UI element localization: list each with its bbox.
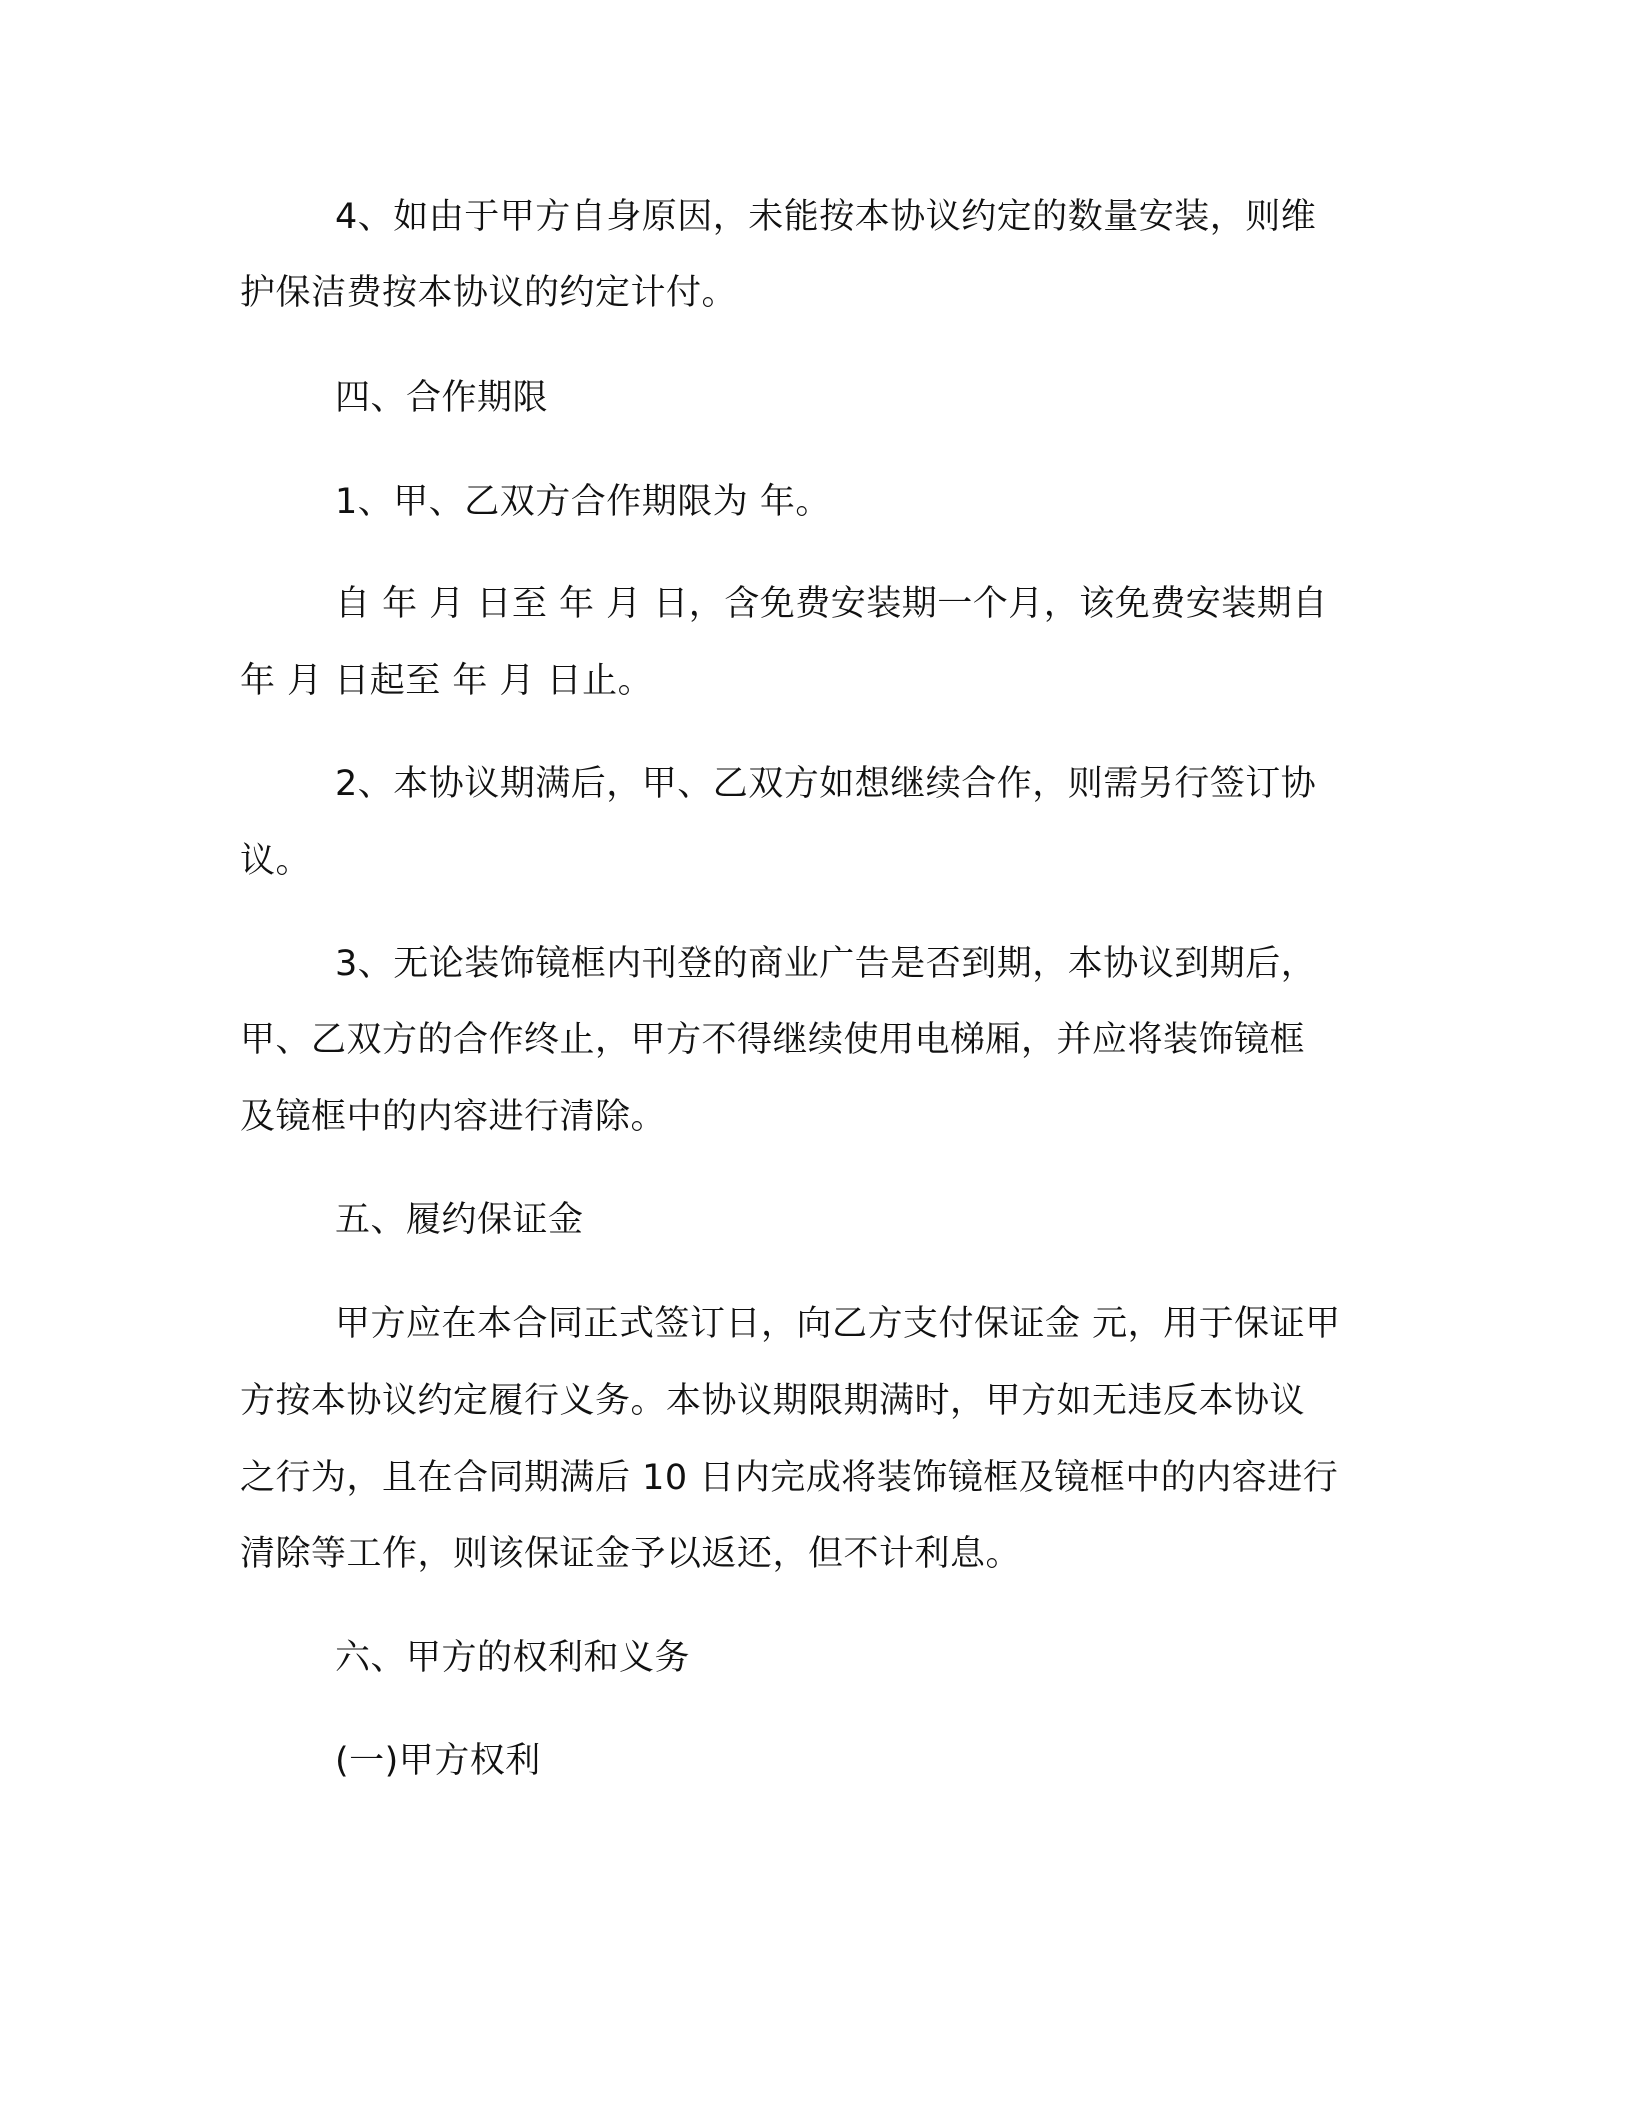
section-heading: 六、甲方的权利和义务 — [335, 1638, 691, 1678]
paragraph-line: 自 年 月 日至 年 月 日，含免费安装期一个月，该免费安装期自 — [335, 584, 1328, 624]
paragraph-line: 议。 — [240, 841, 312, 881]
paragraph-line: 方按本协议约定履行义务。本协议期限期满时，甲方如无违反本协议 — [240, 1381, 1306, 1421]
paragraph-line: 3、无论装饰镜框内刊登的商业广告是否到期，本协议到期后， — [335, 944, 1317, 984]
section-heading: 四、合作期限 — [335, 378, 549, 418]
paragraph-line: 2、本协议期满后，甲、乙双方如想继续合作，则需另行签订协 — [335, 764, 1317, 804]
paragraph-line: 及镜框中的内容进行清除。 — [240, 1097, 667, 1137]
paragraph-line: 清除等工作，则该保证金予以返还，但不计利息。 — [240, 1534, 1022, 1574]
paragraph-line: 护保洁费按本协议的约定计付。 — [240, 273, 738, 313]
paragraph-line: 之行为，且在合同期满后 10 日内完成将装饰镜框及镜框中的内容进行 — [240, 1458, 1339, 1498]
paragraph-line: 1、甲、乙双方合作期限为 年。 — [335, 482, 831, 522]
paragraph-line: 甲方应在本合同正式签订日，向乙方支付保证金 元，用于保证甲 — [335, 1304, 1341, 1344]
paragraph-line: 甲、乙双方的合作终止，甲方不得继续使用电梯厢，并应将装饰镜框 — [240, 1020, 1306, 1060]
paragraph-line: 年 月 日起至 年 月 日止。 — [240, 661, 654, 701]
paragraph-line: 4、如由于甲方自身原因，未能按本协议约定的数量安装，则维 — [335, 197, 1317, 237]
section-heading: 五、履约保证金 — [335, 1200, 584, 1240]
subsection-heading: (一)甲方权利 — [335, 1741, 541, 1781]
